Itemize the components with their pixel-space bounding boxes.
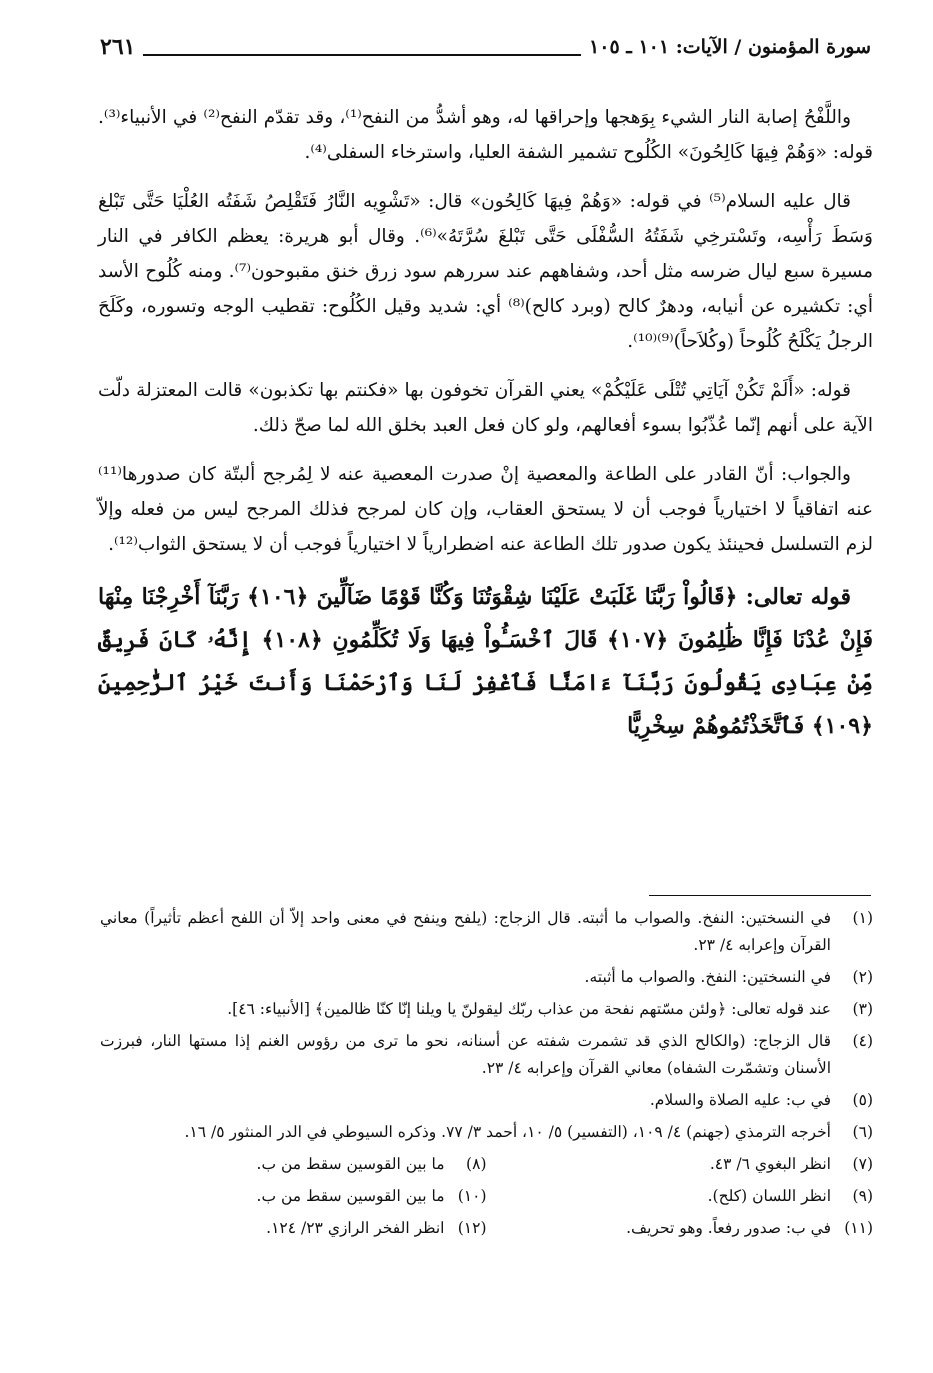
footnote (487, 1151, 874, 1178)
footnote-number: (٢) (852, 968, 873, 986)
footnote-separator (649, 895, 871, 896)
footnote-number: (٦) (852, 1123, 873, 1141)
footnote-number: (١٢) (457, 1219, 487, 1237)
paragraph-lafh: واللَّفْحُ إصابة النار الشيء بِوَهجها وإحراقها له، وهو أشدُّ من النفح⁽¹⁾، وقد تقدّم النفح⁽²⁾ في الأنبياء⁽³⁾. قوله: «وَهُمْ فِيهَا كَالِحُونَ» الكُلُوح تشمير الشفة العليا، واسترخاء السفلى⁽⁴⁾. (98, 107, 873, 163)
paragraph-mutazila: قوله: «أَلَمْ تَكُنْ آيَاتِي تُتْلَى عَلَيْكُمْ» يعني القرآن تخوفون بها «فكنتم بها تكذبون» قالت المعتزلة دلّت الآية على أنهم إنّما عُذّبُوا بسوء أفعالهم، ولو كان فعل العبد بخلق الله لما صحّ ذلك. (98, 380, 873, 436)
footnote-number: (٥) (852, 1091, 873, 1109)
footnote (100, 1215, 487, 1242)
footnote-pair (100, 1183, 873, 1210)
footnote-text: في النسختين: النفخ. والصواب ما أثبته. (584, 968, 831, 986)
footnote-text: أخرجه الترمذي (جهنم) ٤/ ١٠٩، (التفسير) ٥/ ١٠، أحمد ٣/ ٧٧. وذكره السيوطي في الدر المنثور ٥/ ١٦. (184, 1123, 831, 1141)
footnote-text: انظر البغوي ٦/ ٤٣. (709, 1155, 831, 1173)
footnote-text: في النسختين: النفخ. والصواب ما أثبته. قال الزجاج: (يلفح وينفح في معنى واحد إلاّ أن اللفح أعظم تأثيراً) معاني القرآن وإعرابه ٤/ ٢٣. (100, 909, 831, 954)
footnote-pair (100, 1151, 873, 1178)
footnote-number: (٨) (466, 1155, 487, 1173)
page-number: ٢٦١ (100, 34, 136, 60)
footnote (100, 996, 873, 1023)
paragraph-hadith: قال عليه السلام⁽⁵⁾ في قوله: «وَهُمْ فِيهَا كَالِحُون» قال: «تَشْوِيه النَّارُ فَتَقْلِصُ شَفَتُه العُلْيَا حَتَّى تَبْلغ وَسَطَ رَأْسِه، وتَسْترخِي شَفَتُهُ السُّفْلَى حَتَّى تَبْلغَ سُرَّتَهُ»⁽⁶⁾. وقال أبو هريرة: يعظم الكافر في النار مسيرة سبع ليال ضرسه مثل أحد، وشفاههم عند سررهم سود زرق خنق مقبوحون⁽⁷⁾. ومنه كُلُوح الأسد أي: تكشيره عن أنيابه، ودهرٌ كالح (وبرد كالح)⁽⁸⁾ أي: شديد وقيل الكُلُوح: تقطيب الوجه وتسوره، وكَلَحَ الرجلُ يَكْلَحُ كُلُوحاً (وكُلاَحاً)⁽⁹⁾⁽¹⁰⁾. (98, 191, 873, 352)
paragraph-answer: والجواب: أنّ القادر على الطاعة والمعصية إنْ صدرت المعصية عنه لا لِمُرجح ألبتّة كان صدورها⁽¹¹⁾ عنه اتفاقياً لا اختيارياً فوجب أن لا يستحق العقاب، وإن كان لمرجح فذلك المرجح ليس من فعله وإلاّ لزم التسلسل فحينئذ يكون صدور تلك الطاعة عنه اضطرارياً لا اختيارياً فوجب أن لا يستحق الثواب⁽¹²⁾. (98, 464, 873, 555)
footnote (100, 1087, 873, 1114)
footnote-text: ما بين القوسين سقط من ب. (256, 1187, 445, 1205)
footnote (100, 1028, 873, 1082)
footnote-number: (٩) (852, 1187, 873, 1205)
footnote-number: (٣) (852, 1000, 873, 1018)
footnote-text: انظر الفخر الرازي ٢٣/ ١٢٤. (266, 1219, 445, 1237)
footnote (487, 1183, 874, 1210)
page-header (100, 30, 871, 64)
footnote (487, 1215, 874, 1242)
footnotes (100, 905, 873, 1247)
running-title: سورة المؤمنون / الآيات: ١٠١ ـ ١٠٥ (589, 36, 871, 58)
quran-verse: قوله تعالى: ﴿قَالُواْ رَبَّنَا غَلَبَتْ عَلَيْنَا شِقْوَتُنَا وَكُنَّا قَوْمًا ضَآلِّينَ ﴿١٠٦﴾ رَبَّنَآ أَخْرِجْنَا مِنْهَا فَإِنْ عُدْنَا فَإِنَّا ظَٰلِمُونَ ﴿١٠٧﴾ قَالَ ٱخْسَـُٔواْ فِيهَا وَلَا تُكَلِّمُونِ ﴿١٠٨﴾ إِنَّهُۥ كَانَ فَرِيقٌ مِّنْ عِبَادِى يَقُولُونَ رَبَّنَآ ءَامَنَّا فَٱغْفِرْ لَنَا وَٱرْحَمْنَا وَأَنتَ خَيْرُ ٱلرَّٰحِمِينَ ﴿١٠٩﴾ فَٱتَّخَذْتُمُوهُمْ سِخْرِيًّا (98, 584, 874, 739)
footnote (100, 905, 873, 959)
footnote-pair (100, 1215, 873, 1242)
footnote-number: (٧) (852, 1155, 873, 1173)
footnote-text: ما بين القوسين سقط من ب. (256, 1155, 445, 1173)
footnote-text: عند قوله تعالى: ﴿ولئن مسّتهم نفحة من عذاب ربّك ليقولنّ يا ويلنا إنّا كنّا ظالمين﴾ [الأنبياء: ٤٦]. (227, 1000, 831, 1018)
footnote-number: (١١) (844, 1219, 873, 1237)
footnote-text: في ب: عليه الصلاة والسلام. (649, 1091, 831, 1109)
header-rule (143, 54, 581, 56)
footnote-number: (١) (852, 909, 873, 927)
footnote (100, 1183, 487, 1210)
footnote-text: قال الزجاج: (والكالح الذي قد تشمرت شفته عن أسنانه، نحو ما ترى من رؤوس الغنم إذا مستها النار، فبرزت الأسنان وتشمّرت الشفاه) معاني القرآن وإعرابه ٤/ ٢٣. (100, 1032, 831, 1077)
footnote-text: في ب: صدور رفعاً. وهو تحريف. (626, 1219, 831, 1237)
footnote-text: انظر اللسان (كلح). (707, 1187, 831, 1205)
footnote-number: (٤) (852, 1032, 873, 1050)
main-text (98, 100, 873, 748)
footnote (100, 1119, 873, 1146)
footnote (100, 964, 873, 991)
footnote (100, 1151, 487, 1178)
footnote-number: (١٠) (457, 1187, 487, 1205)
